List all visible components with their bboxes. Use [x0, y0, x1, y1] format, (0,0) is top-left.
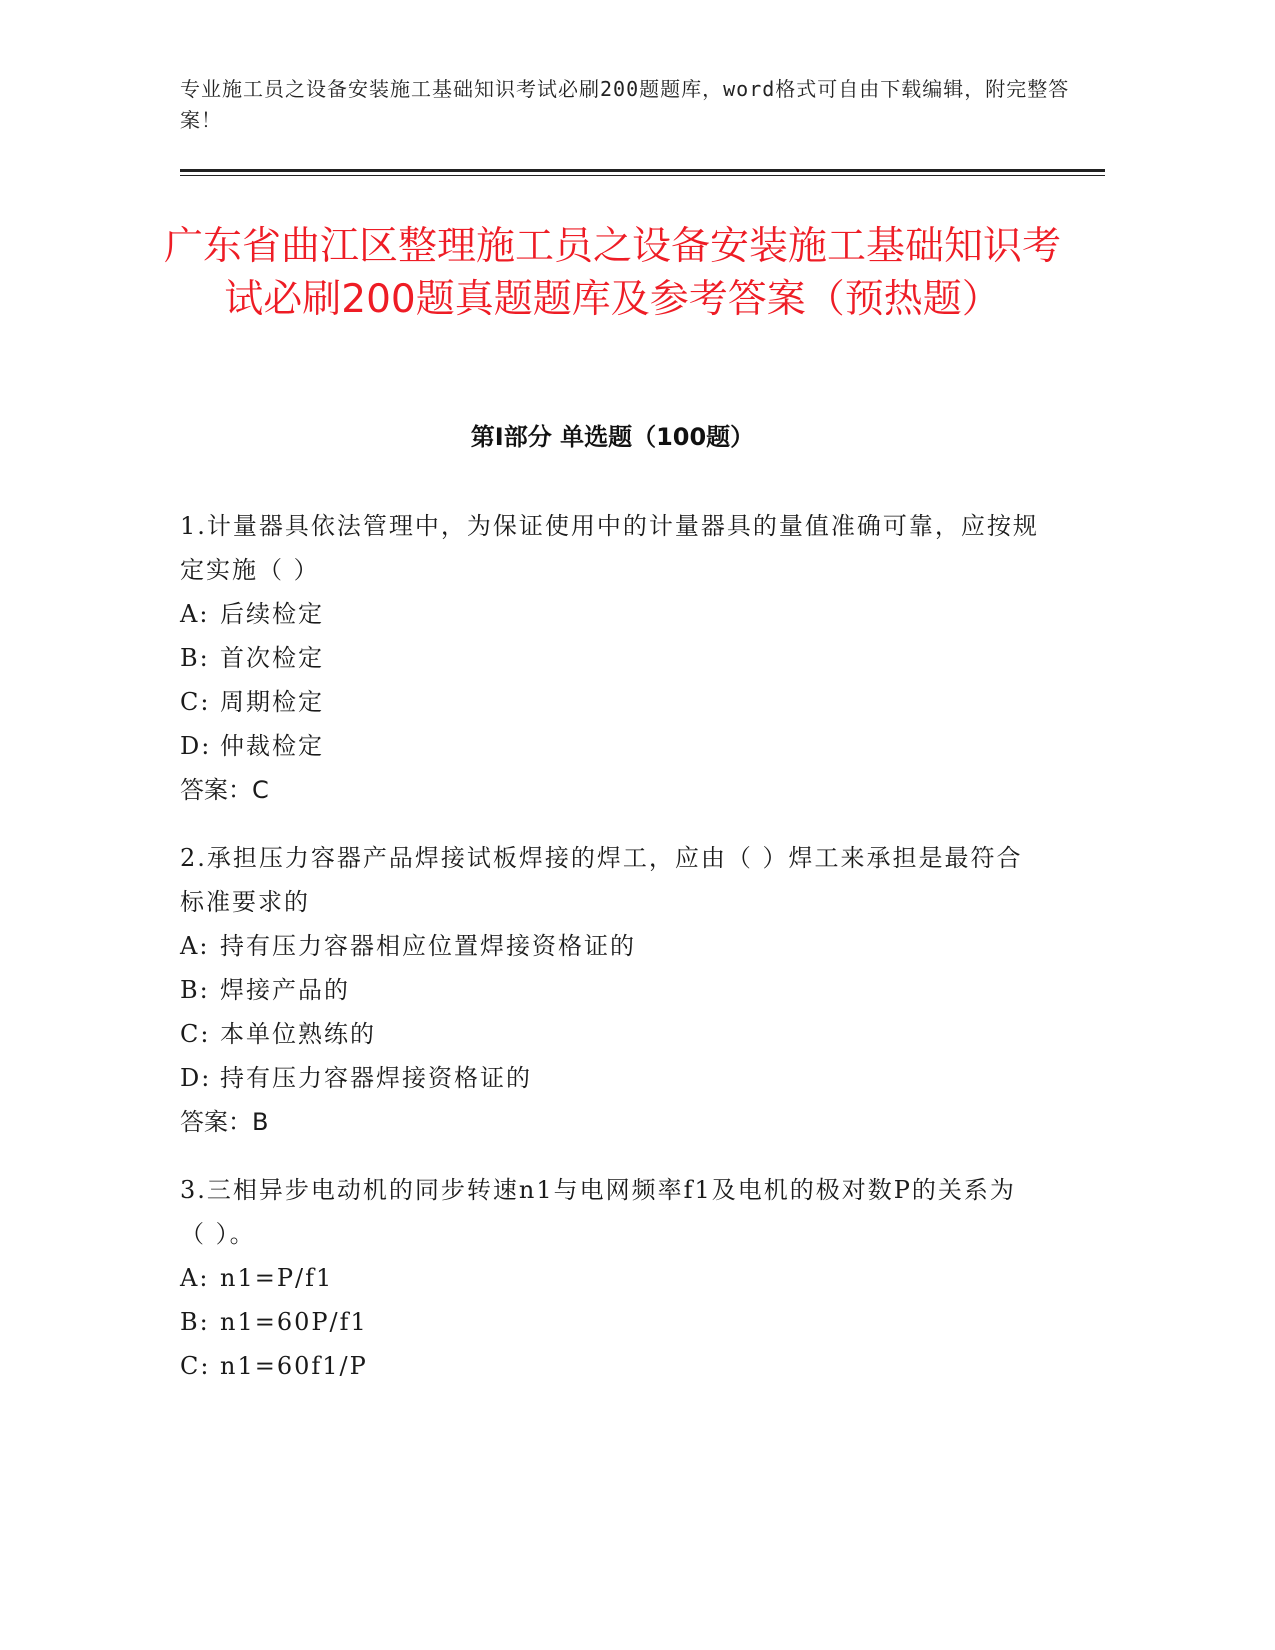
option-text: 本单位熟练的 — [220, 1020, 376, 1048]
option-key: B: — [180, 976, 210, 1004]
option-text: 后续检定 — [220, 600, 324, 628]
option-key: C: — [180, 1352, 211, 1380]
option-key: B: — [180, 644, 210, 672]
option-a — [180, 592, 1040, 636]
option-d — [180, 1056, 1040, 1100]
answer-line: 答案：C — [180, 776, 269, 804]
option-text: 持有压力容器焊接资格证的 — [220, 1064, 532, 1092]
option-key: B: — [180, 1308, 210, 1336]
option-text: 周期检定 — [220, 688, 324, 716]
question-2 — [180, 836, 1040, 1144]
answer-line: 答案：B — [180, 1108, 269, 1136]
option-a — [180, 924, 1040, 968]
option-b — [180, 636, 1040, 680]
header-note: 专业施工员之设备安装施工基础知识考试必刷200题题库，word格式可自由下载编辑，附完整答案！ — [180, 77, 1070, 132]
option-b — [180, 1300, 1040, 1344]
option-text: 首次检定 — [220, 644, 324, 672]
option-text: 焊接产品的 — [220, 976, 350, 1004]
option-key: A: — [180, 932, 210, 960]
question-stem: 2.承担压力容器产品焊接试板焊接的焊工，应由（ ）焊工来承担是最符合标准要求的 — [180, 844, 1023, 916]
option-key: D: — [180, 732, 212, 760]
option-key: C: — [180, 1020, 211, 1048]
header-divider-thin — [180, 175, 1105, 176]
question-list — [180, 504, 1040, 1412]
option-key: A: — [180, 1264, 210, 1292]
question-3 — [180, 1168, 1040, 1388]
option-c — [180, 1344, 1040, 1388]
question-1 — [180, 504, 1040, 812]
document-title: 广东省曲江区整理施工员之设备安装施工基础知识考试必刷200题真题题库及参考答案（预热题） — [163, 224, 1061, 322]
option-text: n1=60f1/P — [220, 1352, 368, 1380]
option-c — [180, 680, 1040, 724]
option-key: C: — [180, 688, 211, 716]
option-text: 仲裁检定 — [220, 732, 324, 760]
question-stem: 1.计量器具依法管理中，为保证使用中的计量器具的量值准确可靠，应按规定实施（ ） — [180, 512, 1039, 584]
option-c — [180, 1012, 1040, 1056]
option-a — [180, 1256, 1040, 1300]
question-stem: 3.三相异步电动机的同步转速n1与电网频率f1及电机的极对数P的关系为（ ）。 — [180, 1176, 1016, 1248]
option-text: n1=P/f1 — [220, 1264, 334, 1292]
option-key: D: — [180, 1064, 212, 1092]
option-d — [180, 724, 1040, 768]
option-key: A: — [180, 600, 210, 628]
section-title: 第Ⅰ部分 单选题（100题） — [470, 423, 755, 451]
option-text: 持有压力容器相应位置焊接资格证的 — [220, 932, 636, 960]
option-text: n1=60P/f1 — [220, 1308, 368, 1336]
option-b — [180, 968, 1040, 1012]
header-divider-thick — [180, 169, 1105, 172]
